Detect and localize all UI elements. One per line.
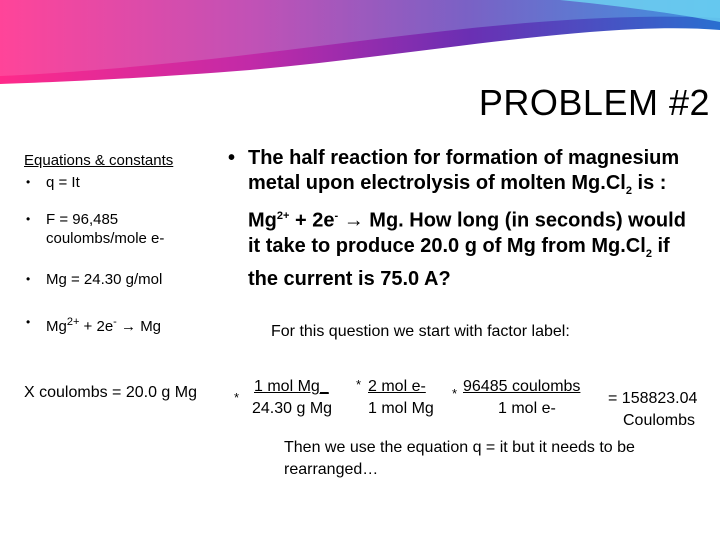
half-reaction-a: Mg xyxy=(46,318,67,335)
op-multiply: * xyxy=(234,390,240,405)
result-value: = 158823.04 xyxy=(608,390,698,407)
problem-body xyxy=(248,146,698,292)
bullet: • xyxy=(26,315,31,329)
fraction-3-denominator: 1 mol e- xyxy=(498,400,556,417)
arrow-icon: → xyxy=(116,318,141,335)
problem-text-1: The half reaction for formation of magnesium metal upon electrolysis of molten Mg.Cl xyxy=(248,147,680,194)
problem-text-2: is : Mg xyxy=(248,172,667,232)
constant-faraday-line2: coulombs/mole e- xyxy=(46,230,165,247)
banner-wave-light xyxy=(0,0,720,76)
bullet: • xyxy=(26,175,31,189)
constant-mg-text: Mg = 24.30 g/mol xyxy=(46,271,163,288)
problem-text-3: + 2e xyxy=(289,209,335,232)
bullet: • xyxy=(26,212,31,226)
problem-statement xyxy=(228,146,698,292)
fraction-2-numerator: 2 mol e- xyxy=(368,378,426,395)
bullet: • xyxy=(228,147,236,169)
constant-q-text: q = It xyxy=(46,174,80,191)
result-unit: Coulombs xyxy=(623,412,696,429)
op-multiply: * xyxy=(356,377,362,392)
constant-q xyxy=(24,173,224,192)
problem-sup-1: 2+ xyxy=(276,210,290,222)
arrow-icon: → xyxy=(338,209,370,232)
constant-mg xyxy=(24,270,224,289)
fraction-2-denominator: 1 mol Mg xyxy=(368,400,434,417)
problem-sub-1: 2 xyxy=(625,185,632,197)
half-reaction-sup1: 2+ xyxy=(66,316,80,328)
problem-sub-2: 2 xyxy=(645,247,652,260)
slide-title: PROBLEM #2 xyxy=(478,82,710,123)
constant-faraday-line1: F = 96,485 xyxy=(46,211,119,228)
work-intro: For this question we start with factor label: xyxy=(271,323,570,340)
decorative-banner xyxy=(0,0,720,90)
work-followup: Then we use the equation q = it but it needs to be rearranged… xyxy=(284,439,635,478)
fraction-3-numerator: 96485 coulombs xyxy=(463,378,581,395)
problem-text-4: Mg. How long (in seconds) would it take to produce 20.0 g of Mg from Mg.Cl xyxy=(248,209,686,257)
half-reaction-b: + 2e xyxy=(79,318,114,335)
work-lhs: X coulombs = 20.0 g Mg xyxy=(24,384,197,401)
constant-faraday xyxy=(24,210,224,248)
half-reaction-c: Mg xyxy=(140,318,162,335)
equations-heading: Equations & constants xyxy=(24,152,174,169)
problem-sup-2: - xyxy=(334,210,339,222)
bullet: • xyxy=(26,272,31,286)
fraction-1-denominator: 24.30 g Mg xyxy=(252,400,333,417)
problem-text-5: if the current is 75.0 A? xyxy=(248,234,670,290)
fraction-1-numerator: 1 mol Mg_ xyxy=(254,378,329,395)
op-multiply: * xyxy=(452,386,458,401)
equations-panel xyxy=(24,152,224,342)
half-reaction-sup2: - xyxy=(113,316,117,328)
half-reaction xyxy=(24,313,224,336)
